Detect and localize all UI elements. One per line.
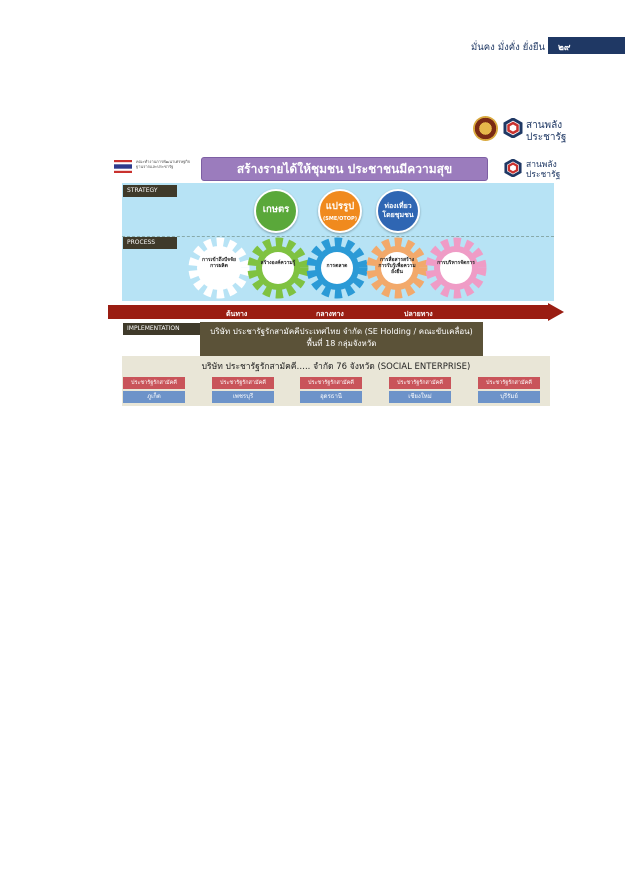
brand-line2: ประชารัฐ: [526, 132, 567, 143]
process-label: สร้างองค์ความรู้: [260, 260, 296, 266]
province-card: [212, 377, 274, 403]
slide-brand-line2: ประชารัฐ: [526, 170, 561, 180]
process-label: การบริหารจัดการ: [437, 260, 475, 266]
province-card: [478, 377, 540, 403]
province-company: ประชารัฐรักสามัคคี: [212, 377, 274, 389]
province-name: บุรีรัมย์: [478, 391, 540, 403]
brand-line1: สานพลัง: [526, 120, 563, 131]
implementation-line2: พื้นที่ 18 กลุ่มจังหวัด: [306, 339, 377, 348]
province-company: ประชารัฐรักสามัคคี: [478, 377, 540, 389]
strategy-label: ท่องเที่ยวโดยชุมชน: [382, 202, 414, 219]
stage-label: ปลายทาง: [404, 310, 433, 318]
stage-label: ต้นทาง: [226, 310, 248, 318]
province-card: [300, 377, 362, 403]
process-label: การสื่อสารสร้างการรับรู้เพื่อความยั่งยืน: [378, 257, 416, 275]
gear-icon: [423, 235, 489, 301]
pracharath-hex-icon: [504, 159, 522, 177]
strategy-circle-processing: [318, 189, 362, 233]
province-card: [389, 377, 451, 403]
implementation-tag: IMPLEMENTATION: [123, 323, 203, 335]
agency-text: คณะทำงานการพัฒนาเศรษฐกิจฐานรากและประชารัฐ: [136, 159, 191, 169]
header-slogan: มั่นคง มั่งคั่ง ยั่งยืน: [471, 42, 545, 53]
stage-label: กลางทาง: [316, 310, 344, 318]
strategy-circle-tourism: [376, 189, 420, 233]
strategy-label: แปรรูป: [325, 201, 355, 212]
slide-brand-text: [526, 160, 560, 180]
province-name: เพชรบุรี: [212, 391, 274, 403]
strategy-tag: STRATEGY: [123, 185, 177, 197]
page-number: ๒๙: [548, 37, 625, 54]
process-label: การเข้าถึงปัจจัยการผลิต: [202, 257, 236, 269]
strategy-label: เกษตร: [262, 204, 290, 215]
province-name: ภูเก็ต: [123, 391, 185, 403]
se-title: บริษัท ประชารัฐรักสามัคคี….. จำกัด 76 จังหวัด (SOCIAL ENTERPRISE): [201, 362, 471, 372]
province-company: ประชารัฐรักสามัคคี: [300, 377, 362, 389]
implementation-box: [200, 322, 483, 356]
process-tag: PROCESS: [123, 237, 177, 249]
province-card: [123, 377, 185, 403]
government-seal-logo: [473, 116, 498, 141]
gear-icon: [245, 235, 311, 301]
province-company: ประชารัฐรักสามัคคี: [123, 377, 185, 389]
strategy-sublabel: (SME/OTOP): [323, 216, 357, 222]
thai-flag-icon: [114, 160, 132, 173]
implementation-line1: บริษัท ประชารัฐรักสามัคคีประเทศไทย จำกัด (SE Holding / คณะขับเคลื่อน): [210, 327, 473, 336]
province-name: อุดรธานี: [300, 391, 362, 403]
slide-brand-line1: สานพลัง: [526, 160, 557, 170]
slide-title: สร้างรายได้ให้ชุมชน ประชาชนมีความสุข: [201, 157, 488, 181]
pracharath-hex-icon: [503, 118, 523, 138]
province-name: เชียงใหม่: [389, 391, 451, 403]
process-label: การตลาด: [326, 263, 348, 269]
province-company: ประชารัฐรักสามัคคี: [389, 377, 451, 389]
brand-logo-text: [526, 120, 566, 144]
strategy-slide: [108, 153, 564, 411]
strategy-circle-agriculture: [254, 189, 298, 233]
